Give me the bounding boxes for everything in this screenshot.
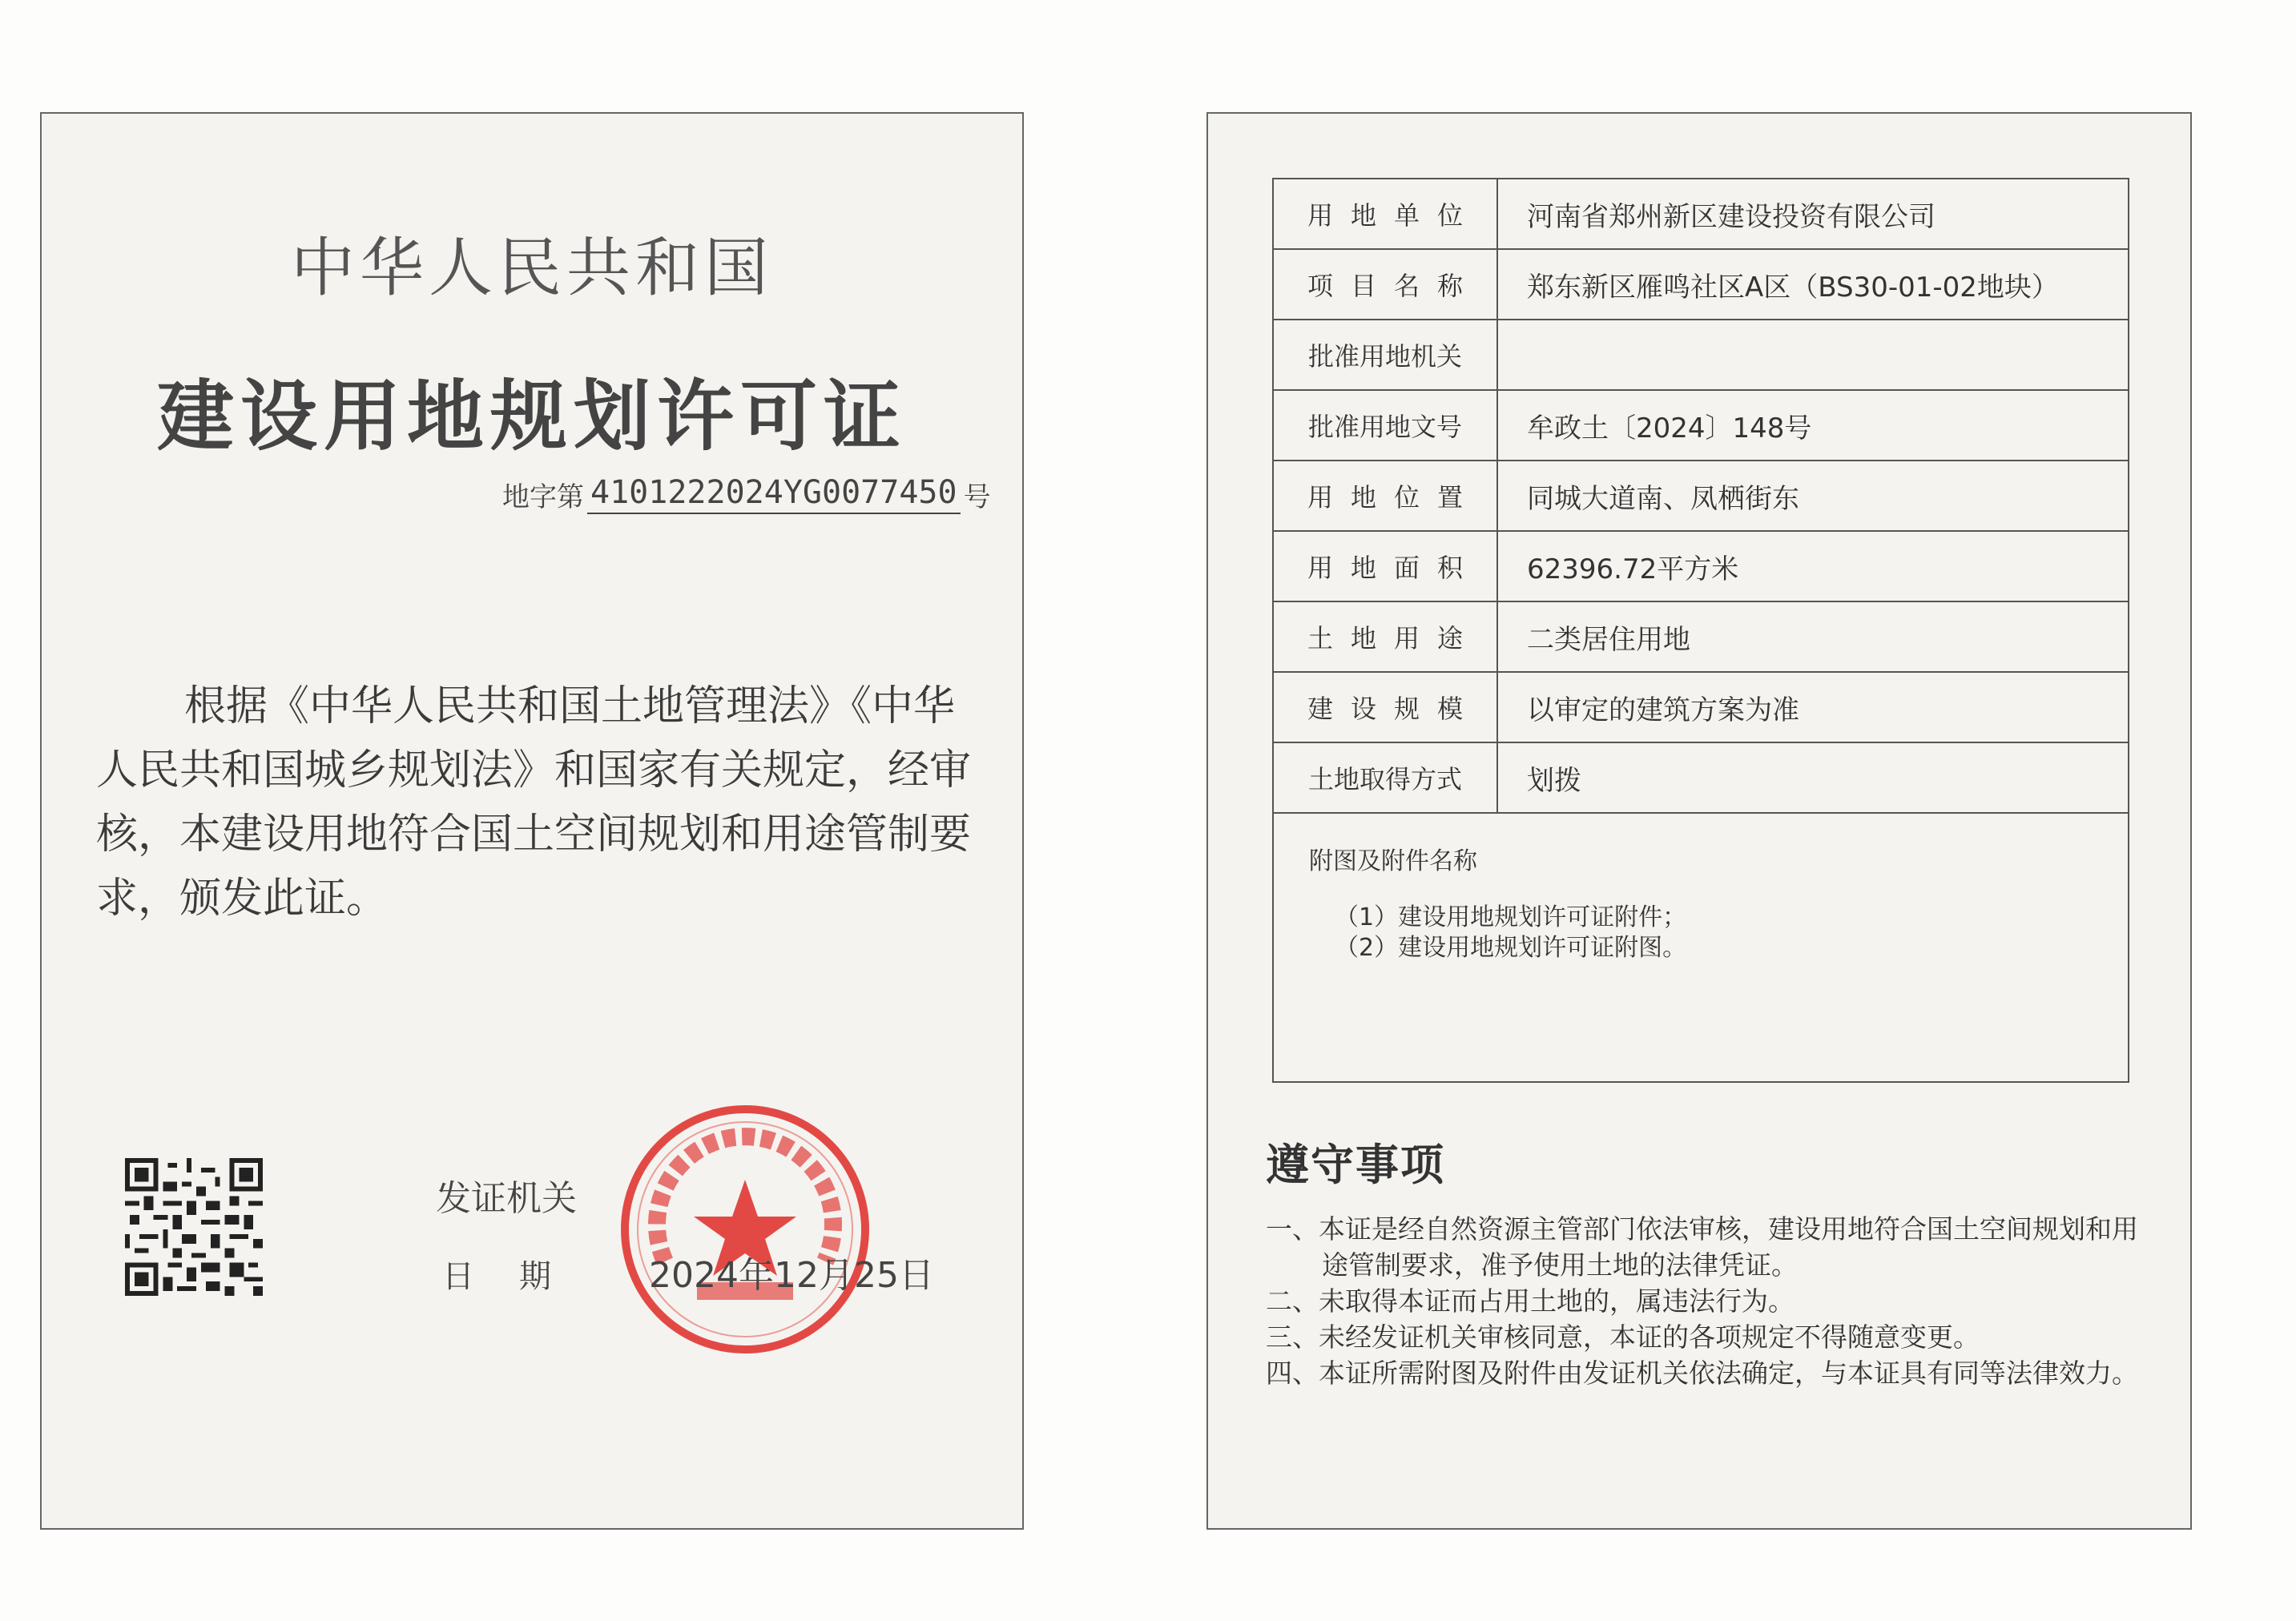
row-approval-authority — [1274, 320, 2128, 391]
row-project-name — [1274, 250, 2128, 320]
row-value: 二类居住用地 — [1527, 623, 1690, 656]
row-land-use — [1274, 602, 2128, 673]
row-label: 用地位置 — [1274, 461, 1498, 530]
row-label: 土地用途 — [1274, 602, 1498, 671]
row-label: 建设规模 — [1274, 673, 1498, 742]
row-land-user — [1274, 179, 2128, 250]
qr-code-icon — [125, 1158, 263, 1296]
notes-title: 遵守事项 — [1266, 1140, 1445, 1190]
row-label: 项目名称 — [1274, 250, 1498, 319]
row-value: 同城大道南、凤栖街东 — [1527, 482, 1799, 515]
row-label: 用地面积 — [1274, 532, 1498, 601]
note-item: 一、本证是经自然资源主管部门依法审核，建设用地符合国土空间规划和用途管制要求，准予使用土地的法律凭证。 — [1266, 1213, 2138, 1281]
certificate-title: 建设用地规划许可证 — [157, 372, 907, 461]
row-value: 以审定的建筑方案为准 — [1527, 694, 1799, 726]
row-label: 土地取得方式 — [1274, 743, 1498, 812]
certificate-front-page — [40, 112, 1024, 1530]
row-value: 62396.72平方米 — [1527, 553, 1739, 585]
note-item: 二、未取得本证而占用土地的，属违法行为。 — [1266, 1285, 1795, 1317]
number-value: 4101222024YG0077450 — [587, 474, 961, 514]
attachment-item: （2）建设用地规划许可证附图。 — [1335, 934, 1687, 962]
issuing-authority-label: 发证机关 — [436, 1178, 577, 1219]
issue-date: 2024年12月25日 — [649, 1255, 934, 1296]
row-construction-scale — [1274, 673, 2128, 743]
row-acquisition-method — [1274, 743, 2128, 814]
number-prefix: 地字第 — [502, 481, 584, 513]
date-label: 日期 — [442, 1258, 596, 1295]
note-item: 四、本证所需附图及附件由发证机关依法确定，与本证具有同等法律效力。 — [1266, 1358, 2138, 1389]
row-value: 牟政土〔2024〕148号 — [1527, 412, 1812, 444]
row-approval-document — [1274, 391, 2128, 461]
country-name: 中华人民共和国 — [291, 231, 773, 305]
attachments-title: 附图及附件名称 — [1309, 847, 1477, 875]
row-land-location — [1274, 461, 2128, 532]
certificate-number — [502, 474, 991, 514]
attachment-item: （1）建设用地规划许可证附件； — [1335, 903, 1687, 931]
land-info-table — [1272, 178, 2129, 1083]
certificate-back-page — [1206, 112, 2192, 1530]
row-value: 划拨 — [1527, 764, 1581, 797]
row-label: 用地单位 — [1274, 179, 1498, 248]
number-suffix: 号 — [963, 481, 991, 513]
row-value: 河南省郑州新区建设投资有限公司 — [1527, 200, 1935, 233]
note-item: 三、未经发证机关审核同意，本证的各项规定不得随意变更。 — [1266, 1321, 1980, 1353]
certificate-body-text: 根据《中华人民共和国土地管理法》《中华人民共和国城乡规划法》和国家有关规定，经审核，本建设用地符合国土空间规划和用途管制要求，颁发此证。 — [96, 682, 972, 923]
row-value: 郑东新区雁鸣社区A区（BS30-01-02地块） — [1527, 271, 2059, 304]
row-label: 批准用地文号 — [1274, 391, 1498, 460]
row-label: 批准用地机关 — [1274, 320, 1498, 389]
row-land-area — [1274, 532, 2128, 602]
official-seal-icon — [617, 1101, 873, 1358]
